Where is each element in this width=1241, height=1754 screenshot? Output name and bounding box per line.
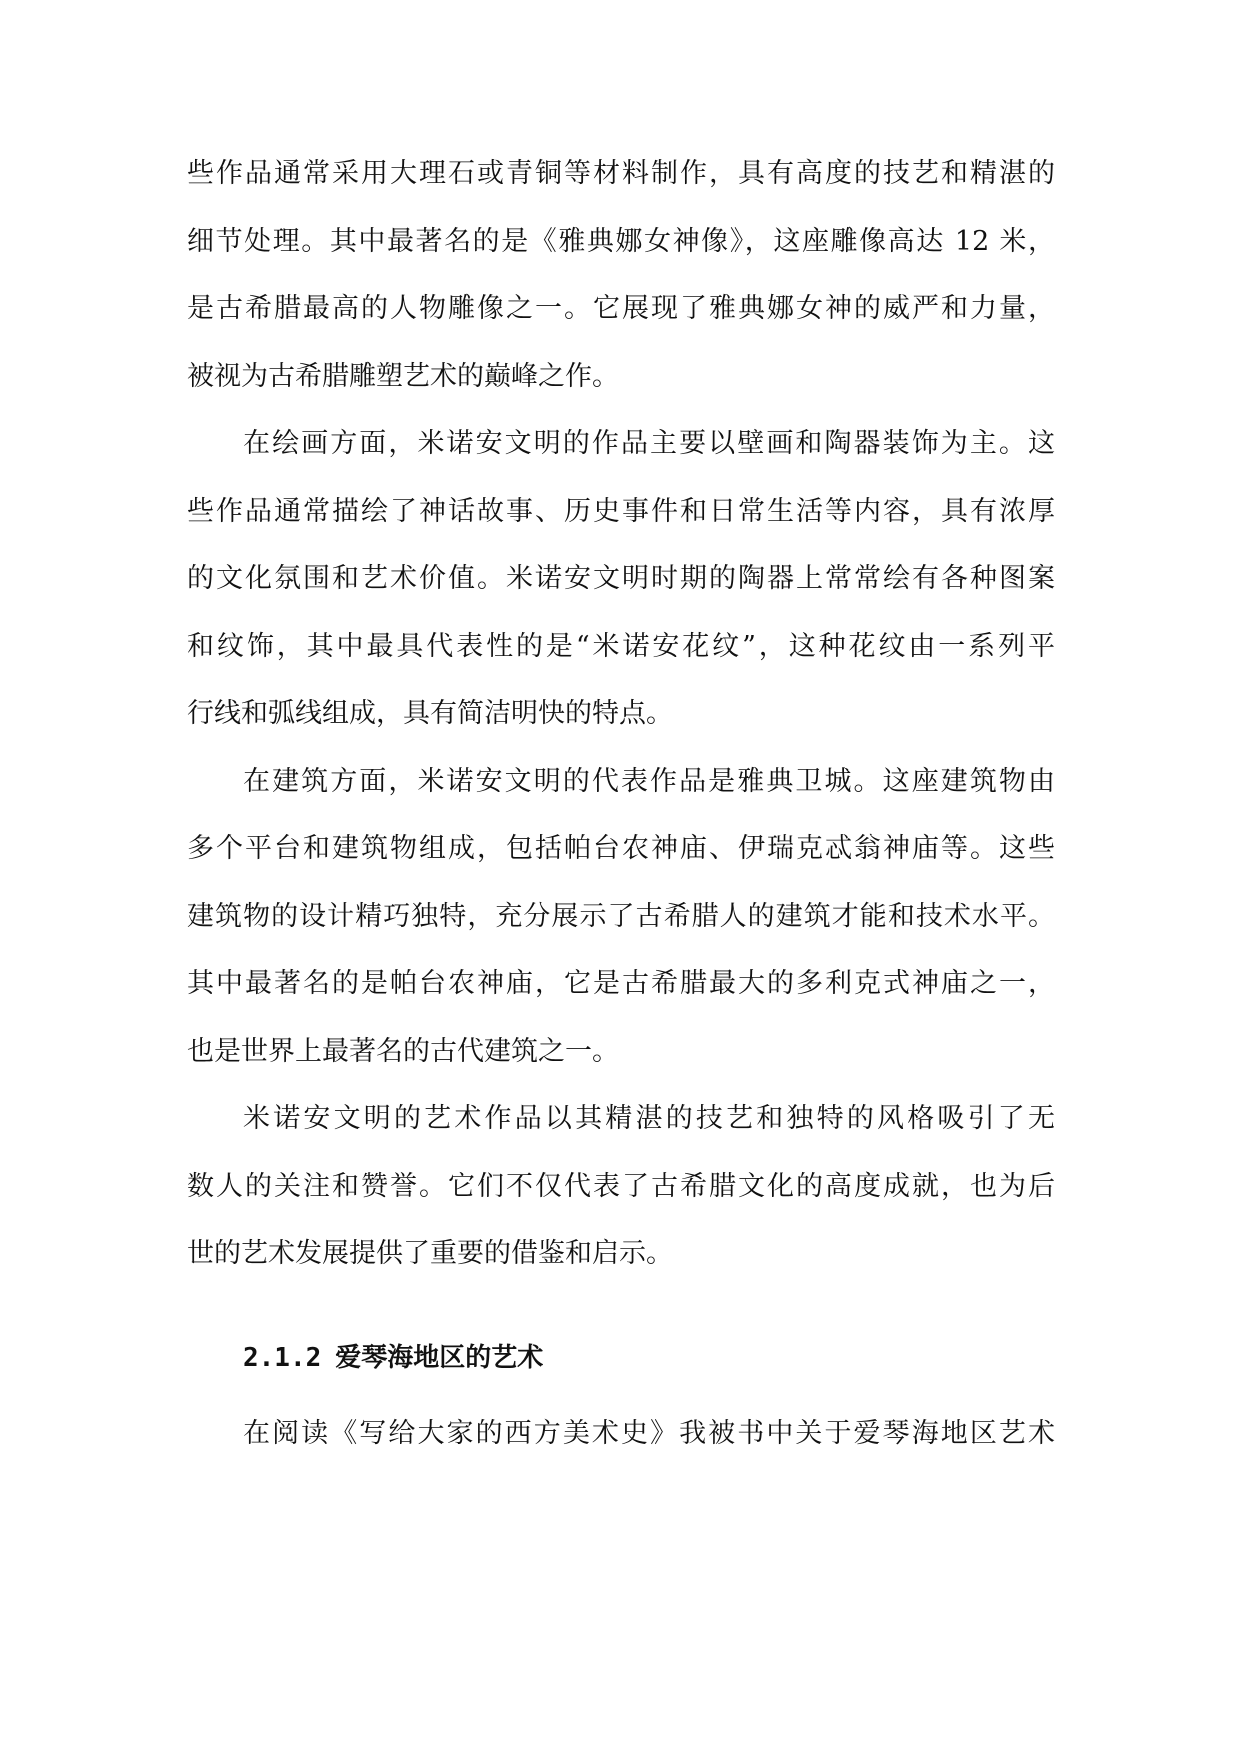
text-line: 些作品通常采用大理石或青铜等材料制作，具有高度的技艺和精湛的 xyxy=(187,158,1055,189)
paragraph-architecture xyxy=(187,748,1055,1086)
text-line: 被视为古希腊雕塑艺术的巅峰之作。 xyxy=(187,360,619,392)
text-line: 米诺安文明的艺术作品以其精湛的技艺和独特的风格吸引了无 xyxy=(243,1103,1055,1134)
paragraph-painting xyxy=(187,410,1055,748)
text-line: 建筑物的设计精巧独特，充分展示了古希腊人的建筑才能和技术水平。 xyxy=(187,900,1055,932)
text-line: 在阅读《写给大家的西方美术史》我被书中关于爱琴海地区艺术 xyxy=(243,1417,1055,1449)
text-line: 数人的关注和赞誉。它们不仅代表了古希腊文化的高度成就，也为后 xyxy=(187,1170,1055,1202)
text-line: 细节处理。其中最著名的是《雅典娜女神像》，这座雕像高达 12 米， xyxy=(187,225,1055,257)
text-line: 在绘画方面，米诺安文明的作品主要以壁画和陶器装饰为主。这 xyxy=(243,428,1055,459)
section-heading xyxy=(187,1316,1055,1400)
paragraph-aegean xyxy=(187,1400,1055,1468)
paragraph-conclusion xyxy=(187,1085,1055,1288)
text-line: 其中最著名的是帕台农神庙，它是古希腊最大的多利克式神庙之一， xyxy=(187,968,1055,999)
text-line: 也是世界上最著名的古代建筑之一。 xyxy=(187,1035,619,1067)
paragraph-statues xyxy=(187,140,1055,410)
text-line: 和纹饰，其中最具代表性的是“米诺安花纹”，这种花纹由一系列平 xyxy=(187,630,1055,662)
text-line: 在建筑方面，米诺安文明的代表作品是雅典卫城。这座建筑物由 xyxy=(243,765,1055,797)
text-line: 多个平台和建筑物组成，包括帕台农神庙、伊瑞克忒翁神庙等。这些 xyxy=(187,833,1055,864)
text-line: 些作品通常描绘了神话故事、历史事件和日常生活等内容，具有浓厚 xyxy=(187,495,1055,527)
text-line: 世的艺术发展提供了重要的借鉴和启示。 xyxy=(187,1238,673,1269)
text-line: 的文化氛围和艺术价值。米诺安文明时期的陶器上常常绘有各种图案 xyxy=(187,563,1055,594)
document-body xyxy=(187,140,1055,1467)
text-line: 是古希腊最高的人物雕像之一。它展现了雅典娜女神的威严和力量， xyxy=(187,293,1055,324)
text-line: 行线和弧线组成，具有简洁明快的特点。 xyxy=(187,698,673,729)
section-number: 2.1.2 xyxy=(243,1342,322,1373)
section-title: 爱琴海地区的艺术 xyxy=(335,1342,544,1373)
